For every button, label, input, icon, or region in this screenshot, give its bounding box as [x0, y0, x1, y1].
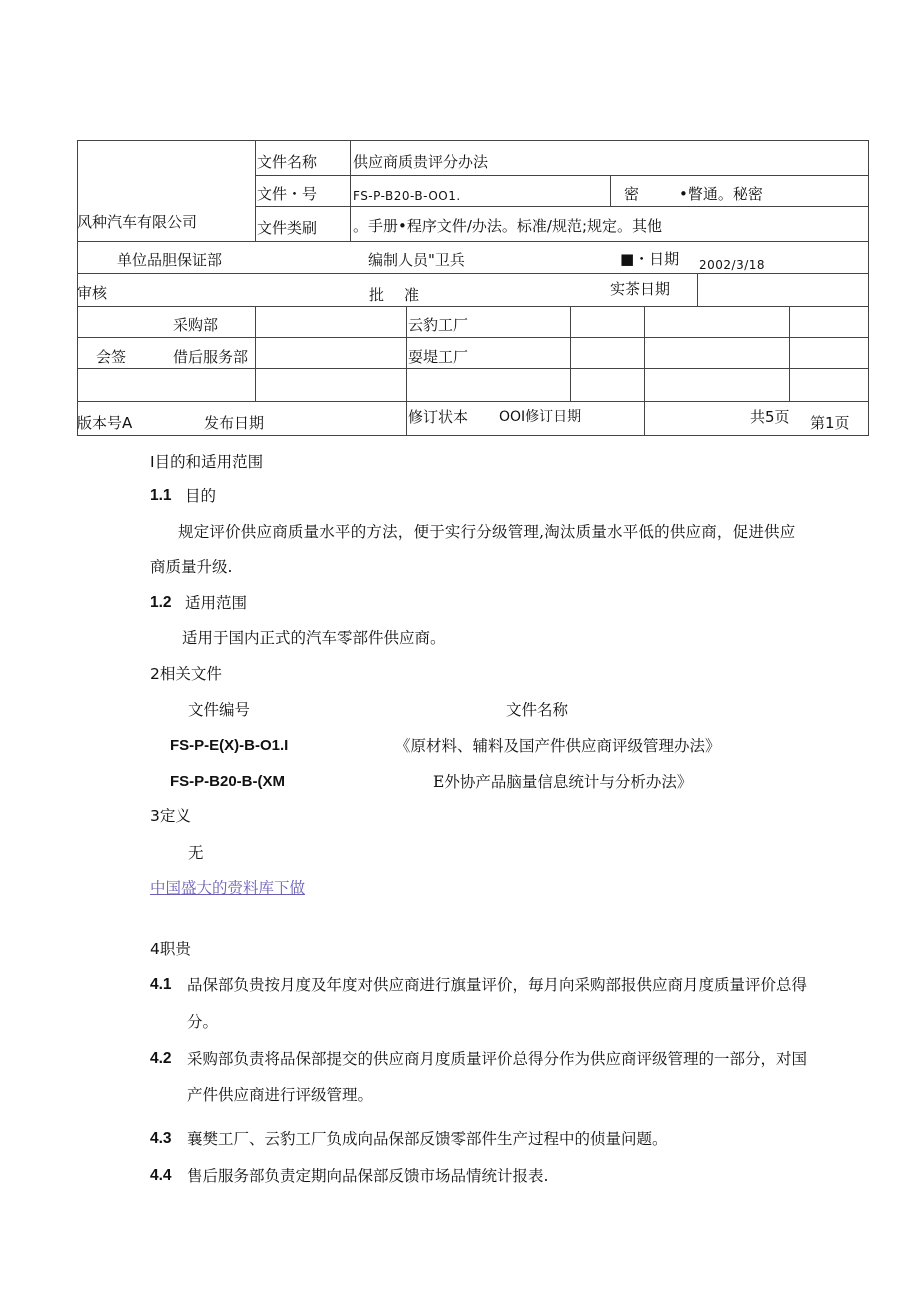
section-1-2-title: 适用范围 [185, 594, 248, 612]
release-date-label: 发布日期 [204, 414, 265, 432]
version-label: 版本号A [77, 414, 133, 432]
secret-value: •瞥通。秘密 [679, 185, 763, 203]
doc-name: E外协产品脑量信息统计与分析办法》 [433, 773, 693, 791]
item-number: 4.4 [150, 1167, 172, 1184]
doc-name: 《原材料、辅料及国产件供应商评级管理办法》 [395, 737, 721, 755]
approve-label-2: 准 [404, 286, 420, 304]
approve-label-1: 批 [369, 286, 385, 304]
item-text-line2: 分。 [187, 1013, 219, 1031]
item-text-line2: 产件供应商进行评级管理。 [187, 1086, 374, 1104]
date-value: 2002/3/18 [699, 258, 766, 272]
impl-date-label: 实茶日期 [610, 280, 671, 298]
doc-number: FS-P-E(X)-B-O1.I [170, 737, 289, 754]
section-1-2-text: 适用于国内正式的汽车零部件供应商。 [182, 629, 446, 647]
secret-label: 密 [624, 185, 640, 203]
item-text-line1: 品保部负贵按月度及年度对供应商进行旗量评价，毎月向采购部报供应商月度质量评价总得 [187, 976, 808, 994]
unit-name: 单位品胆保证部 [117, 251, 223, 269]
section-1-2-number: 1.2 [150, 594, 172, 611]
item-number: 4.3 [150, 1130, 172, 1147]
item-text-line1: 售后服务部负责定期向品保部反馈市场品情统计报表. [187, 1167, 549, 1185]
date-label: ■・日期 [620, 250, 680, 268]
company-name: 风种汽车有限公司 [77, 213, 198, 231]
purchase-dept: 采购部 [173, 316, 219, 334]
file-type-label: 文件类刷 [257, 219, 318, 237]
section-2-title: 2相关文件 [150, 665, 222, 683]
section-1-1-title: 目的 [185, 487, 217, 505]
file-no-label: 文件・号 [257, 185, 318, 203]
item-text-line1: 襄樊工厂、云豹工厂负成向品保部反馈零部件生产过程中的侦量问题。 [187, 1130, 668, 1148]
item-number: 4.1 [150, 976, 172, 993]
editor: 编制人员"卫兵 [368, 251, 465, 269]
section-3-title: 3定义 [150, 807, 191, 825]
after-sales-dept: 借后服务部 [173, 348, 249, 366]
file-type-value: 。手册•程序文件/办法。标准/规范;规定。其他 [353, 217, 663, 235]
section-1-title: I目的和适用范围 [150, 453, 264, 471]
file-name-value: 供应商质贵评分办法 [353, 153, 489, 171]
revision-date-label: OOI修订日期 [499, 409, 582, 425]
section-3-text: 无 [188, 844, 204, 862]
total-pages: 共5页 [750, 408, 790, 426]
item-number: 4.2 [150, 1050, 172, 1067]
section-1-1-text-line2: 商质量升级. [150, 558, 233, 576]
docs-column-number: 文件编号 [188, 701, 251, 719]
plant-1: 云豹工厂 [408, 316, 469, 334]
page-number: 第1页 [810, 414, 850, 432]
item-text-line1: 采购部负责将品保部提交的供应商月度质量评价总得分作为供应商评级管理的一部分，对国 [187, 1050, 808, 1068]
countersign-label: 会签 [96, 348, 127, 366]
file-no-value: FS-P-B20-B-OO1. [353, 189, 461, 203]
section-1-1-number: 1.1 [150, 487, 172, 504]
header-table [77, 140, 869, 436]
library-link[interactable]: 中国盛大的赍料库下做 [150, 879, 306, 897]
docs-column-name: 文件名称 [506, 701, 569, 719]
review-label: 审核 [77, 284, 108, 302]
plant-2: 耍堤工厂 [408, 348, 469, 366]
section-1-1-text-line1: 规定评价供应商质量水平的方法，便于实行分级管理,淘汰质量水平低的供应商，促进供应 [178, 523, 796, 541]
revision-status-label: 修订状本 [408, 408, 469, 426]
section-4-title: 4职贵 [150, 940, 191, 958]
doc-number: FS-P-B20-B-(XM [170, 773, 285, 790]
file-name-label: 文件名称 [257, 153, 318, 171]
